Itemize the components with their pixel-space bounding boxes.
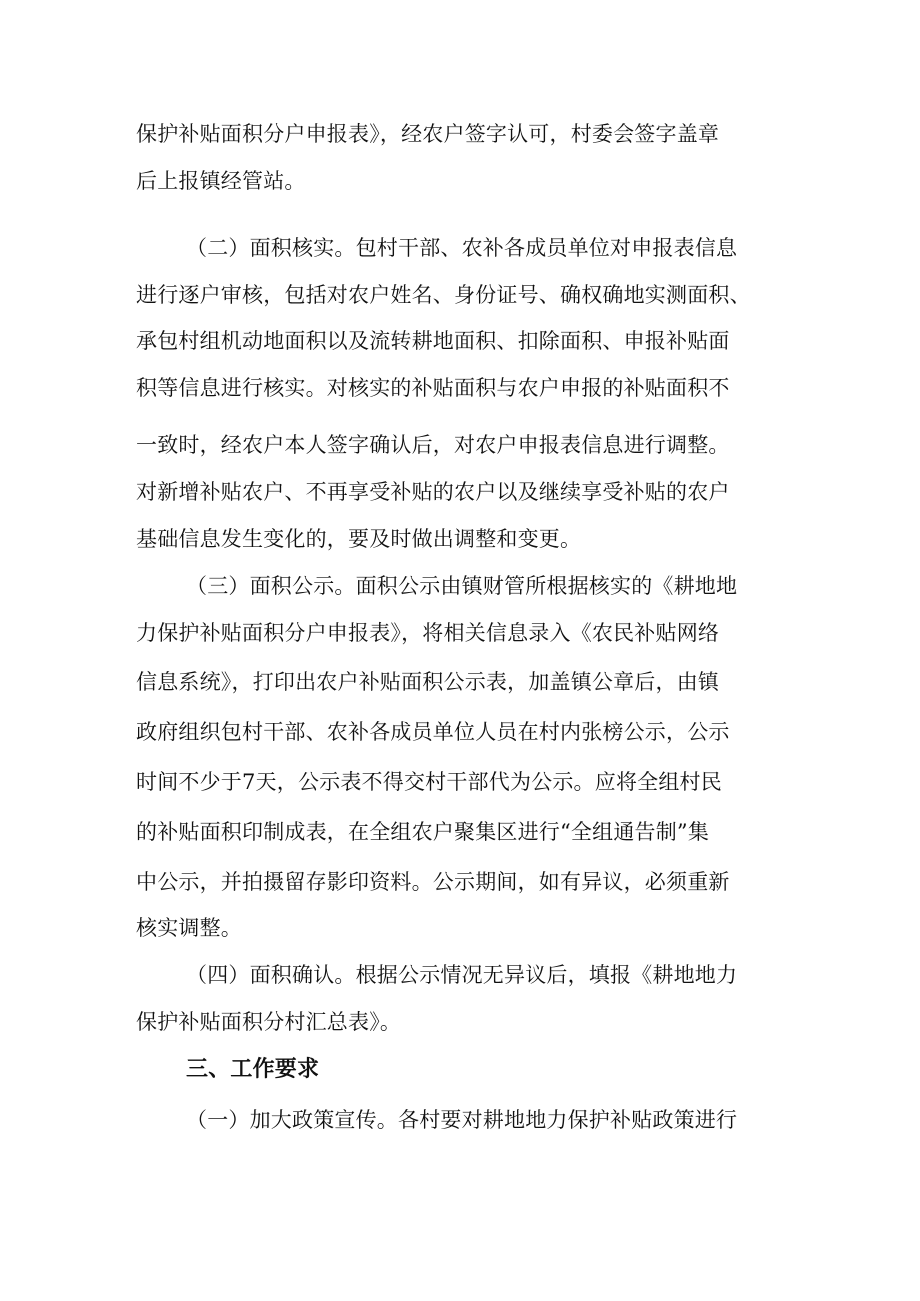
paragraph-line: （四）面积确认。根据公示情况无异议后，填报《耕地地力: [186, 963, 738, 987]
paragraph-line: 政府组织包村干部、农补各成员单位人员在村内张榜公示，公示: [136, 720, 730, 744]
paragraph-line: （三）面积公示。面积公示由镇财管所根据核实的《耕地地: [186, 574, 738, 598]
paragraph-line: 力保护补贴面积分户申报表》，将相关信息录入《农民补贴网络: [136, 621, 720, 645]
paragraph-line: 保护补贴面积分村汇总表》。: [136, 1010, 402, 1034]
section-heading: 三、工作要求: [186, 1057, 320, 1082]
paragraph-line: （一）加大政策宣传。各村要对耕地地力保护补贴政策进行: [186, 1108, 738, 1132]
paragraph-line: 信息系统》，打印出农户补贴面积公示表，加盖镇公章后，由镇: [136, 670, 720, 694]
paragraph-line: 保护补贴面积分户申报表》，经农户签字认可，村委会签字盖章: [136, 122, 720, 146]
paragraph-line: 进行逐户审核，包括对农户姓名、身份证号、确权确地实测面积、: [136, 283, 751, 307]
paragraph-line: 积等信息进行核实。对核实的补贴面积与农户申报的补贴面积不: [136, 376, 730, 400]
paragraph-line: 一致时，经农户本人签字确认后，对农户申报表信息进行调整。: [136, 433, 730, 457]
paragraph-line: 中公示，并拍摄留存影印资料。公示期间，如有异议，必须重新: [136, 870, 730, 894]
paragraph-line: 对新增补贴农户、不再享受补贴的农户以及继续享受补贴的农户: [136, 480, 730, 504]
paragraph-line: 后上报镇经管站。: [136, 169, 306, 193]
paragraph-line: （二）面积核实。包村干部、农补各成员单位对申报表信息: [186, 236, 738, 260]
paragraph-line: 承包村组机动地面积以及流转耕地面积、扣除面积、申报补贴面: [136, 329, 730, 353]
paragraph-line: 的补贴面积印制成表，在全组农户聚集区进行“全组通告制”集: [136, 820, 710, 844]
paragraph-line: 基础信息发生变化的，要及时做出调整和变更。: [136, 527, 582, 551]
paragraph-line: 核实调整。: [136, 916, 242, 940]
paragraph-line: 时间不少于7天，公示表不得交村干部代为公示。应将全组村民: [136, 770, 722, 794]
